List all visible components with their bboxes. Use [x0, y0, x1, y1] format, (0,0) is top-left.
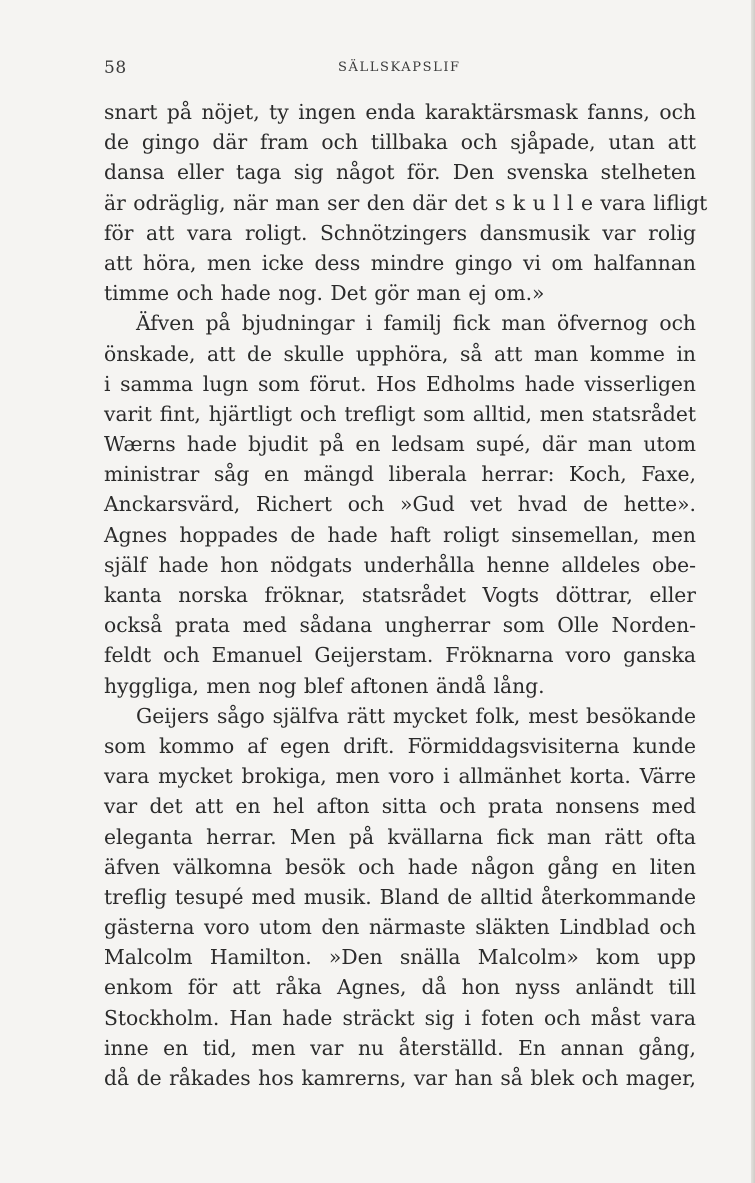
body-text: [104, 97, 708, 1093]
text-line: då de råkades hos kamrerns, var han så blek och mager,: [104, 1066, 696, 1090]
text-line: hyggliga, men nog blef aftonen ändå lång.: [104, 673, 545, 698]
text-line: i samma lugn som förut. Hos Edholms hade visserligen: [104, 371, 696, 396]
page-header: [104, 58, 696, 82]
text-line: Anckarsvärd, Richert och »Gud vet hvad de hette».: [104, 492, 696, 517]
running-title: SÄLLSKAPSLIF: [338, 60, 461, 75]
text-line: dansa eller taga sig något för. Den svenska stelheten: [104, 160, 696, 185]
text-line: Wærns hade bjudit på en ledsam supé, där man utom: [104, 432, 696, 457]
text-line: kanta norska fröknar, statsrådet Vogts döttrar, eller: [104, 583, 696, 607]
text-line: önskade, att de skulle upphöra, så att man komme in: [104, 341, 696, 366]
text-line: som kommo af egen drift. Förmiddagsvisiterna kunde: [104, 733, 696, 758]
text-line: Stockholm. Han hade sträckt sig i foten och måst vara: [104, 1005, 696, 1030]
text-line: Agnes hoppades de hade haft roligt sinsemellan, men: [104, 522, 696, 547]
text-line: eleganta herrar. Men på kvällarna fick man rätt ofta: [104, 824, 696, 849]
text-line: inne en tid, men var nu återställd. En annan gång,: [104, 1035, 696, 1060]
text-line: är odräglig, när man ser den där det s k u l l e vara lifligt: [104, 190, 708, 215]
text-line: Malcolm Hamilton. »Den snälla Malcolm» kom upp: [104, 945, 696, 970]
text-line: feldt och Emanuel Geijerstam. Fröknarna voro ganska: [104, 643, 696, 668]
text-line: också prata med sådana ungherrar som Olle Norden-: [104, 613, 696, 638]
page-edge-shadow: [751, 0, 755, 1183]
text-line: treflig tesupé med musik. Bland de alltid återkommande: [104, 884, 696, 909]
text-line: gästerna voro utom den närmaste släkten Lindblad och: [104, 915, 696, 940]
text-line: timme och hade nog. Det gör man ej om.»: [104, 281, 545, 306]
text-line: Äfven på bjudningar i familj fick man öfvernog och: [136, 311, 696, 336]
page-number: 58: [104, 58, 127, 78]
text-line: för att vara roligt. Schnötzingers dansmusik var rolig: [104, 220, 696, 245]
text-line: att höra, men icke dess mindre gingo vi om halfannan: [104, 250, 696, 275]
text-line: varit fint, hjärtligt och trefligt som alltid, men statsrådet: [104, 401, 696, 426]
text-line: enkom för att råka Agnes, då hon nyss anländt till: [104, 975, 696, 1000]
text-line: de gingo där fram och tillbaka och sjåpade, utan att: [104, 130, 696, 155]
text-line: äfven välkomna besök och hade någon gång en liten: [104, 854, 696, 879]
text-line: var det att en hel afton sitta och prata nonsens med: [104, 794, 696, 819]
text-line: ministrar såg en mängd liberala herrar: Koch, Faxe,: [104, 462, 696, 487]
text-line: vara mycket brokiga, men voro i allmänhet korta. Värre: [104, 764, 696, 789]
text-line: själf hade hon nödgats underhålla henne alldeles obe-: [104, 552, 696, 577]
text-line: Geijers sågo själfva rätt mycket folk, mest besökande: [136, 703, 696, 728]
text-line: snart på nöjet, ty ingen enda karaktärsmask fanns, och: [104, 100, 696, 124]
